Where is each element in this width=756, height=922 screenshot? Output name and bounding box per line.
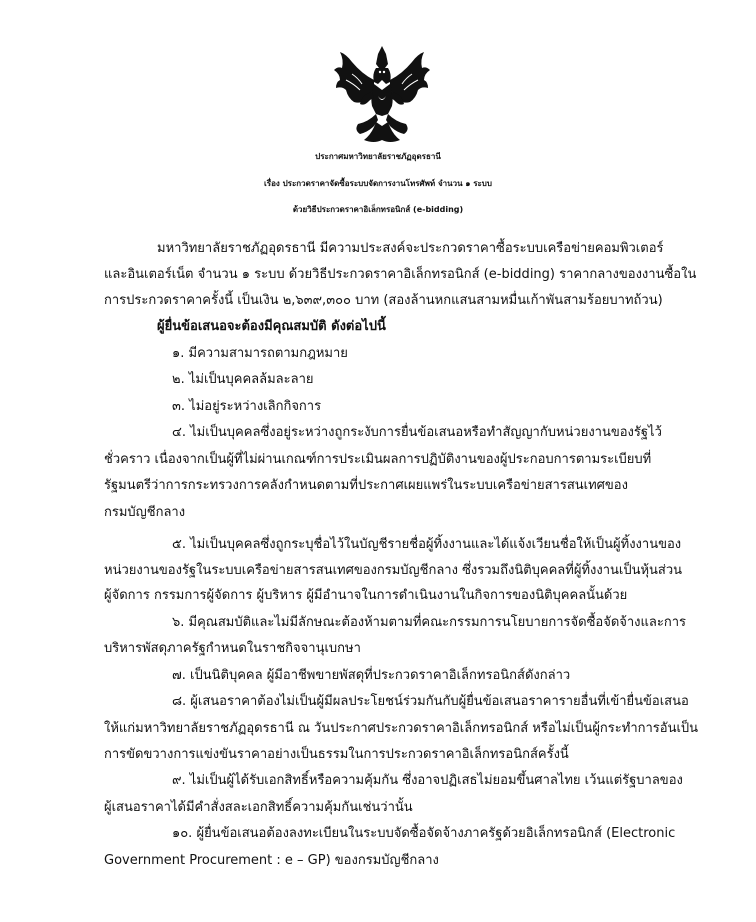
qualification-item-4-line-3: รัฐมนตรีว่าการกระทรวงการคลังกำหนดตามที่ประกาศเผยแพร่ในระบบเครือข่ายสารสนเทศของ	[104, 478, 628, 493]
intro-line-3: การประกวดราคาครั้งนี้ เป็นเงิน ๒,๖๓๙,๓๐๐ บาท (สองล้านหกแสนสามหมื่นเก้าพันสามร้อยบาทถ้วน)	[104, 293, 663, 308]
qualification-item-6-line-2: บริหารพัสดุภาครัฐกำหนดในราชกิจจานุเบกษา	[104, 641, 361, 656]
qualification-item-5-line-2: หน่วยงานของรัฐในระบบเครือข่ายสารสนเทศของกรมบัญชีกลาง ซึ่งรวมถึงนิติบุคคลที่ผู้ทิ้งงานเป็นหุ้นส่วน	[104, 563, 683, 578]
announcement-method: ด้วยวิธีประกวดราคาอิเล็กทรอนิกส์ (e-bidding)	[292, 205, 464, 214]
qualification-item-1: ๑. มีความสามารถตามกฎหมาย	[172, 346, 348, 361]
qualification-item-8-line-1: ๘. ผู้เสนอราคาต้องไม่เป็นผู้มีผลประโยชน์ร่วมกันกับผู้ยื่นข้อเสนอราคารายอื่นที่เข้ายื่นข้อเสนอ	[172, 694, 689, 709]
qualification-item-4-line-2: ชั่วคราว เนื่องจากเป็นผู้ที่ไม่ผ่านเกณฑ์การประเมินผลการปฏิบัติงานของผู้ประกอบการตามระเบียบที่	[104, 452, 652, 467]
qualification-item-10-line-2: Government Procurement : e – GP) ของกรมบัญชีกลาง	[104, 853, 439, 868]
announcement-subject: เรื่อง ประกวดราคาจัดซื้อระบบจัดการงานโทรศัพท์ จำนวน ๑ ระบบ	[264, 179, 492, 188]
qualification-item-9-line-1: ๙. ไม่เป็นผู้ได้รับเอกสิทธิ์หรือความคุ้มกัน ซึ่งอาจปฏิเสธไม่ยอมขึ้นศาลไทย เว้นแต่รัฐบาลของ	[172, 773, 683, 788]
qualification-item-9-line-2: ผู้เสนอราคาได้มีคำสั่งสละเอกสิทธิ์ความคุ้มกันเช่นว่านั้น	[104, 800, 413, 815]
qualification-item-3: ๓. ไม่อยู่ระหว่างเลิกกิจการ	[172, 399, 322, 414]
garuda-emblem-icon	[332, 44, 432, 148]
intro-line-1: มหาวิทยาลัยราชภัฏอุดรธานี มีความประสงค์จะประกวดราคาซื้อระบบเครือข่ายคอมพิวเตอร์	[157, 241, 664, 256]
qualification-item-4-line-1: ๔. ไม่เป็นบุคคลซึ่งอยู่ระหว่างถูกระงับการยื่นข้อเสนอหรือทำสัญญากับหน่วยงานของรัฐไว้	[172, 425, 662, 440]
qualification-item-5-line-3: ผู้จัดการ กรรมการผู้จัดการ ผู้บริหาร ผู้มีอำนาจในการดำเนินงานในกิจการของนิติบุคคลนั้นด้วย	[104, 588, 628, 603]
qualification-item-10-line-1: ๑๐. ผู้ยื่นข้อเสนอต้องลงทะเบียนในระบบจัดซื้อจัดจ้างภาครัฐด้วยอิเล็กทรอนิกส์ (Electronic	[172, 826, 676, 841]
qualification-item-2: ๒. ไม่เป็นบุคคลล้มละลาย	[172, 372, 314, 387]
qualification-item-4-line-4: กรมบัญชีกลาง	[104, 505, 186, 520]
qualification-item-8-line-2: ให้แก่มหาวิทยาลัยราชภัฏอุดรธานี ณ วันประกาศประกวดราคาอิเล็กทรอนิกส์ หรือไม่เป็นผู้กระทำการอันเป็น	[104, 721, 699, 736]
qualification-item-7: ๗. เป็นนิติบุคคล ผู้มีอาชีพขายพัสดุที่ประกวดราคาอิเล็กทรอนิกส์ดังกล่าว	[172, 668, 571, 683]
qualification-item-6-line-1: ๖. มีคุณสมบัติและไม่มีลักษณะต้องห้ามตามที่คณะกรรมการนโยบายการจัดซื้อจัดจ้างและการ	[172, 615, 687, 630]
qualifications-heading: ผู้ยื่นข้อเสนอจะต้องมีคุณสมบัติ ดังต่อไปนี้	[157, 319, 386, 334]
qualification-item-8-line-3: การขัดขวางการแข่งขันราคาอย่างเป็นธรรมในการประกวดราคาอิเล็กทรอนิกส์ครั้งนี้	[104, 747, 569, 762]
qualification-item-5-line-1: ๕. ไม่เป็นบุคคลซึ่งถูกระบุชื่อไว้ในบัญชีรายชื่อผู้ทิ้งงานและได้แจ้งเวียนชื่อให้เป็นผู้ทิ้งงานของ	[172, 537, 682, 552]
announcement-title: ประกาศมหาวิทยาลัยราชภัฏอุดรธานี	[315, 152, 441, 161]
intro-line-2: และอินเตอร์เน็ต จำนวน ๑ ระบบ ด้วยวิธีประกวดราคาอิเล็กทรอนิกส์ (e-bidding) ราคากลางของงานซื้อใน	[104, 267, 697, 282]
